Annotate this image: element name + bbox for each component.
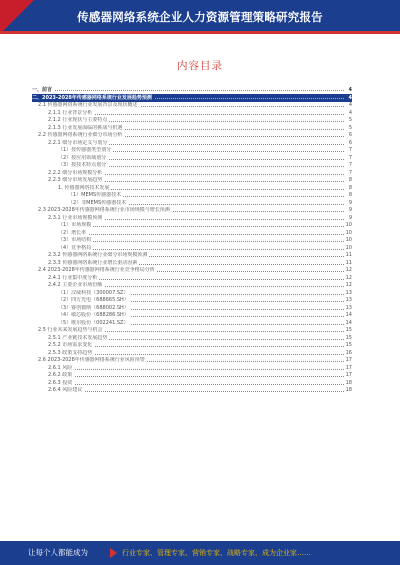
footer-slogan: 让每个人都能成为 (28, 548, 88, 557)
toc-entry[interactable] (32, 162, 352, 170)
toc-dot-leader (58, 249, 344, 250)
toc-entry-title: 2.5.1 产业链技术发展趋势 (48, 334, 108, 341)
toc-entry[interactable] (32, 350, 352, 358)
toc-entry-page: 14 (345, 319, 352, 326)
toc-dot-leader (48, 391, 344, 392)
toc-entry[interactable] (32, 327, 352, 335)
toc-entry-page: 8 (348, 192, 352, 198)
toc-entry-title: （2）非MEMS传感器技术 (68, 199, 127, 206)
toc-dot-leader (58, 234, 344, 235)
toc-entry[interactable] (32, 94, 352, 102)
toc-entry-page: 11 (345, 252, 352, 258)
toc-entry[interactable] (32, 177, 352, 185)
toc-entry-title: 二、2023-2028年传感器网络系统行业发展趋势预测 (32, 95, 152, 101)
toc-entry[interactable] (32, 147, 352, 155)
toc-entry[interactable] (32, 372, 352, 380)
toc-entry[interactable] (32, 260, 352, 268)
toc-entry-title: 2.6.1 风险 (48, 364, 73, 371)
toc-entry-title: 一、前言 (32, 87, 53, 93)
toc-entry-page: 5 (348, 117, 352, 123)
toc-entry[interactable] (32, 320, 352, 328)
toc-entry-title: （2）四方光电（688665.SH） (58, 297, 129, 303)
toc-entry-page: 12 (345, 282, 352, 288)
toc-entry[interactable] (32, 237, 352, 245)
toc-entry-page: 15 (345, 334, 352, 341)
toc-entry-title: 2.3 2023-2028年传感器网络系统行业市场规模与增长预测 (38, 207, 170, 213)
toc-entry-page: 14 (345, 312, 352, 318)
toc-entry-title: 2.5.3 政策支持趋势 (48, 349, 93, 356)
toc-entry-title: 2.1.3 行业发展面临的挑战与机遇 (48, 124, 123, 131)
toc-entry-page: 17 (345, 372, 352, 378)
toc-entry-title: （1）市场规模 (58, 222, 92, 228)
toc-entry-title: （1）按传感器类型划分 (58, 147, 112, 153)
header-accent-line (0, 31, 400, 34)
toc-entry-title: （3）睿创微纳（688002.SH） (58, 304, 129, 311)
toc-entry[interactable] (32, 140, 352, 148)
toc-entry-title: 2.1.2 行业现状与主要特点 (48, 117, 108, 123)
toc-entry-page: 17 (345, 357, 352, 363)
toc-entry[interactable] (32, 245, 352, 253)
table-of-contents (32, 86, 352, 395)
document-title: 传感器网络系统企业人力资源管理策略研究报告 (77, 10, 323, 24)
toc-entry-page: 7 (348, 169, 352, 176)
toc-entry-title: （2）按应用领域划分 (58, 154, 107, 161)
toc-entry-page: 6 (348, 132, 352, 138)
toc-entry-page: 10 (345, 244, 352, 251)
toc-entry[interactable] (32, 387, 352, 395)
toc-entry-page: 9 (348, 199, 352, 206)
toc-entry[interactable] (32, 282, 352, 290)
toc-entry-page: 10 (345, 237, 352, 243)
toc-entry[interactable] (32, 185, 352, 193)
toc-dot-leader (58, 241, 344, 242)
toc-entry-title: 2.3.3 传感器网络系统行业增长驱动因素 (48, 259, 138, 266)
toc-entry-page: 12 (345, 267, 352, 273)
toc-entry[interactable] (32, 155, 352, 163)
toc-entry[interactable] (32, 380, 352, 388)
toc-entry-title: 2.2 传感器网络系统行业细分市场分析 (38, 132, 123, 138)
toc-entry-title: 2.4.2 主要企业市场份额 (48, 282, 103, 288)
toc-entry[interactable] (32, 207, 352, 215)
toc-entry-page: 10 (345, 229, 352, 236)
toc-entry[interactable] (32, 342, 352, 350)
toc-entry-page: 4 (348, 109, 352, 116)
toc-entry-page: 8 (348, 184, 352, 191)
toc-entry[interactable] (32, 170, 352, 178)
toc-entry-page: 5 (348, 124, 352, 131)
toc-dot-leader (58, 226, 344, 227)
toc-entry-title: 1. 传感器网络技术发展 (58, 184, 110, 191)
toc-entry-title: 2.4.1 行业集中度分析 (48, 274, 98, 281)
toc-entry[interactable] (32, 305, 352, 313)
toc-entry[interactable] (32, 365, 352, 373)
toc-dot-leader (48, 369, 344, 370)
toc-entry-page: 13 (345, 289, 352, 296)
toc-entry-page: 4 (348, 87, 352, 93)
toc-entry[interactable] (32, 335, 352, 343)
toc-entry-page: 11 (345, 259, 352, 266)
toc-entry-page: 4 (348, 95, 352, 101)
toc-entry-title: 2.1 传感器网络系统行业发展背景及现状概述 (38, 102, 138, 108)
toc-entry-title: 2.3.2 传感器网络系统行业细分市场规模预测 (48, 252, 148, 258)
toc-entry-title: 2.3.1 行业市场规模预测 (48, 214, 103, 221)
toc-dot-leader (32, 90, 344, 91)
toc-entry[interactable] (32, 230, 352, 238)
toc-entry-title: 2.2.2 细分市场规模分析 (48, 169, 103, 176)
toc-entry-title: 2.6 2023-2028年传感器网络系统行业风险预警 (38, 357, 145, 363)
toc-entry-title: 2.6.2 政策 (48, 372, 73, 378)
toc-entry-title: 2.6.3 投资 (48, 379, 73, 386)
toc-entry-page: 4 (348, 102, 352, 108)
toc-entry[interactable] (32, 117, 352, 125)
toc-entry-page: 15 (345, 342, 352, 348)
toc-entry-title: （3）按技术特点划分 (58, 162, 107, 168)
toc-entry[interactable] (32, 297, 352, 305)
toc-entry-title: （3）市场结构 (58, 237, 92, 243)
toc-entry-page: 6 (348, 139, 352, 146)
toc-entry-page: 7 (348, 162, 352, 168)
toc-entry[interactable] (32, 357, 352, 365)
toc-entry-title: 2.2.3 细分市场发展趋势 (48, 177, 103, 183)
toc-entry-page: 7 (348, 154, 352, 161)
toc-entry-title: 2.1.1 行业背景分析 (48, 109, 93, 116)
toc-entry-title: 2.2.1 细分市场定义与划分 (48, 139, 108, 146)
toc-entry-page: 17 (345, 364, 352, 371)
toc-entry[interactable] (32, 86, 352, 94)
footer-tagline: 行业专家、管理专家、营销专家、战略专家、成为企业家…… (122, 549, 311, 557)
toc-entry[interactable] (32, 102, 352, 110)
toc-entry[interactable] (32, 222, 352, 230)
toc-entry[interactable] (32, 125, 352, 133)
toc-entry-title: （1）汉威科技（300007.SZ） (58, 289, 129, 296)
toc-entry-title: 2.5 行业未来发展趋势与机会 (38, 327, 103, 333)
toc-entry-page: 13 (345, 304, 352, 311)
toc-entry[interactable] (32, 275, 352, 283)
toc-entry-title: 2.4 2023-2028年传感器网络系统行业竞争格局分析 (38, 267, 155, 273)
toc-entry-page: 8 (348, 177, 352, 183)
toc-entry-page: 15 (345, 327, 352, 333)
toc-entry-page: 16 (345, 349, 352, 356)
footer-arrow-icon (110, 548, 117, 558)
toc-entry-title: （4）竞争格局 (58, 244, 92, 251)
toc-entry-page: 10 (345, 222, 352, 228)
toc-heading: 内容目录 (177, 60, 223, 72)
toc-entry[interactable] (32, 132, 352, 140)
toc-entry-page: 9 (348, 214, 352, 221)
toc-entry-title: 2.5.2 市场需求变化 (48, 342, 93, 348)
toc-entry[interactable] (32, 252, 352, 260)
toc-entry-page: 12 (345, 274, 352, 281)
toc-entry-page: 7 (348, 147, 352, 153)
toc-entry[interactable] (32, 267, 352, 275)
toc-entry-page: 18 (345, 379, 352, 386)
toc-entry-title: 2.6.4 风险建议 (48, 387, 83, 393)
toc-entry[interactable] (32, 290, 352, 298)
toc-entry-title: （5）歌尔股份（002241.SZ） (58, 319, 129, 326)
toc-entry[interactable] (32, 110, 352, 118)
toc-entry-page: 9 (348, 207, 352, 213)
toc-entry[interactable] (32, 192, 352, 200)
footer-banner (0, 541, 400, 565)
toc-entry-title: （2）增长率 (58, 229, 87, 236)
toc-entry[interactable] (32, 312, 352, 320)
toc-entry[interactable] (32, 200, 352, 208)
toc-entry[interactable] (32, 215, 352, 223)
toc-entry-title: （1）MEMS传感器技术 (68, 192, 122, 198)
header-banner (0, 0, 400, 34)
toc-entry-page: 18 (345, 387, 352, 393)
toc-dot-leader (48, 376, 344, 377)
toc-entry-page: 13 (345, 297, 352, 303)
toc-dot-leader (48, 384, 344, 385)
toc-entry-title: （4）敏芯股份（688286.SH） (58, 312, 129, 318)
